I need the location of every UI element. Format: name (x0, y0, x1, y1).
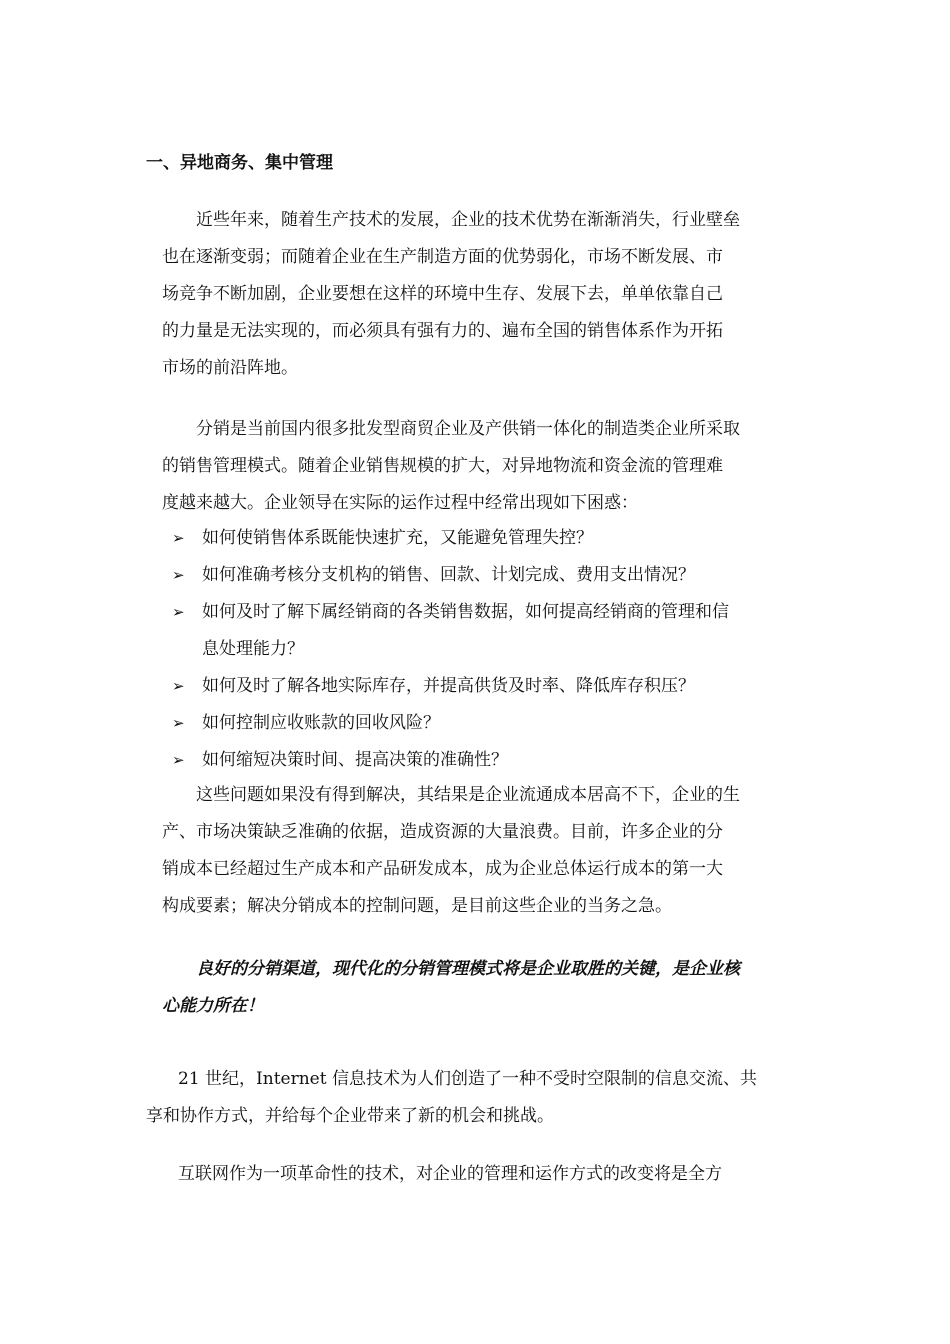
paragraph-line: 这些问题如果没有得到解决，其结果是企业流通成本居高不下，企业的生 (196, 785, 740, 805)
emphasis-statement (162, 951, 740, 1025)
list-item (172, 705, 729, 742)
list-item-text: 如何及时了解下属经销商的各类销售数据，如何提高经销商的管理和信 (202, 602, 729, 622)
list-item (172, 520, 729, 557)
paragraph-line: 21 世纪，Internet 信息技术为人们创造了一种不受时空限制的信息交流、共 (178, 1069, 757, 1089)
paragraph-line: 近些年来，随着生产技术的发展，企业的技术优势在渐渐消失，行业壁垒 (196, 210, 740, 230)
paragraph-intro (162, 202, 740, 387)
paragraph-line: 构成要素；解决分销成本的控制问题，是目前这些企业的当务之急。 (162, 896, 672, 916)
paragraph-line: 市场的前沿阵地。 (162, 358, 298, 378)
arrow-bullet-icon: ➢ (172, 529, 185, 547)
paragraph-line: 也在逐渐变弱；而随着企业在生产制造方面的优势弱化，市场不断发展、市 (162, 247, 723, 267)
emphasis-line: 良好的分销渠道，现代化的分销管理模式将是企业取胜的关键，是企业核 (196, 959, 740, 979)
list-item (172, 668, 729, 705)
list-item-text: 息处理能力？ (202, 639, 304, 659)
arrow-bullet-icon: ➢ (172, 566, 185, 584)
section-heading: 一、异地商务、集中管理 (146, 153, 333, 173)
paragraph-problems (162, 777, 740, 925)
list-item-text: 如何控制应收账款的回收风险？ (202, 713, 440, 733)
paragraph-line: 场竞争不断加剧，企业要想在这样的环境中生存、发展下去，单单依靠自己 (162, 284, 723, 304)
paragraph-line: 分销是当前国内很多批发型商贸企业及产供销一体化的制造类企业所采取 (196, 419, 740, 439)
list-item-text: 如何准确考核分支机构的销售、回款、计划完成、费用支出情况？ (202, 565, 695, 585)
arrow-bullet-icon: ➢ (172, 714, 185, 732)
paragraph-internet (146, 1061, 757, 1135)
arrow-bullet-icon: ➢ (172, 751, 185, 769)
paragraph-line: 互联网作为一项革命性的技术，对企业的管理和运作方式的改变将是全方 (178, 1164, 722, 1184)
paragraph-line: 的力量是无法实现的，而必须具有强有力的、遍布全国的销售体系作为开拓 (162, 321, 723, 341)
emphasis-line: 心能力所在！ (162, 996, 264, 1016)
paragraph-line: 的销售管理模式。随着企业销售规模的扩大，对异地物流和资金流的管理难 (162, 456, 723, 476)
paragraph-revolution (178, 1156, 722, 1193)
arrow-bullet-icon: ➢ (172, 603, 185, 621)
question-list (172, 520, 729, 779)
list-item-text: 如何使销售体系既能快速扩充，又能避免管理失控？ (202, 528, 593, 548)
paragraph-distribution (162, 411, 740, 522)
list-item-text: 如何缩短决策时间、提高决策的准确性？ (202, 750, 508, 770)
paragraph-line: 度越来越大。企业领导在实际的运作过程中经常出现如下困惑： (162, 493, 638, 513)
list-item (172, 557, 729, 594)
list-item (172, 594, 729, 668)
arrow-bullet-icon: ➢ (172, 677, 185, 695)
paragraph-line: 产、市场决策缺乏准确的依据，造成资源的大量浪费。目前，许多企业的分 (162, 822, 723, 842)
list-item (172, 742, 729, 779)
paragraph-line: 享和协作方式，并给每个企业带来了新的机会和挑战。 (146, 1106, 554, 1126)
list-item-text: 如何及时了解各地实际库存，并提高供货及时率、降低库存积压？ (202, 676, 695, 696)
paragraph-line: 销成本已经超过生产成本和产品研发成本，成为企业总体运行成本的第一大 (162, 859, 723, 879)
